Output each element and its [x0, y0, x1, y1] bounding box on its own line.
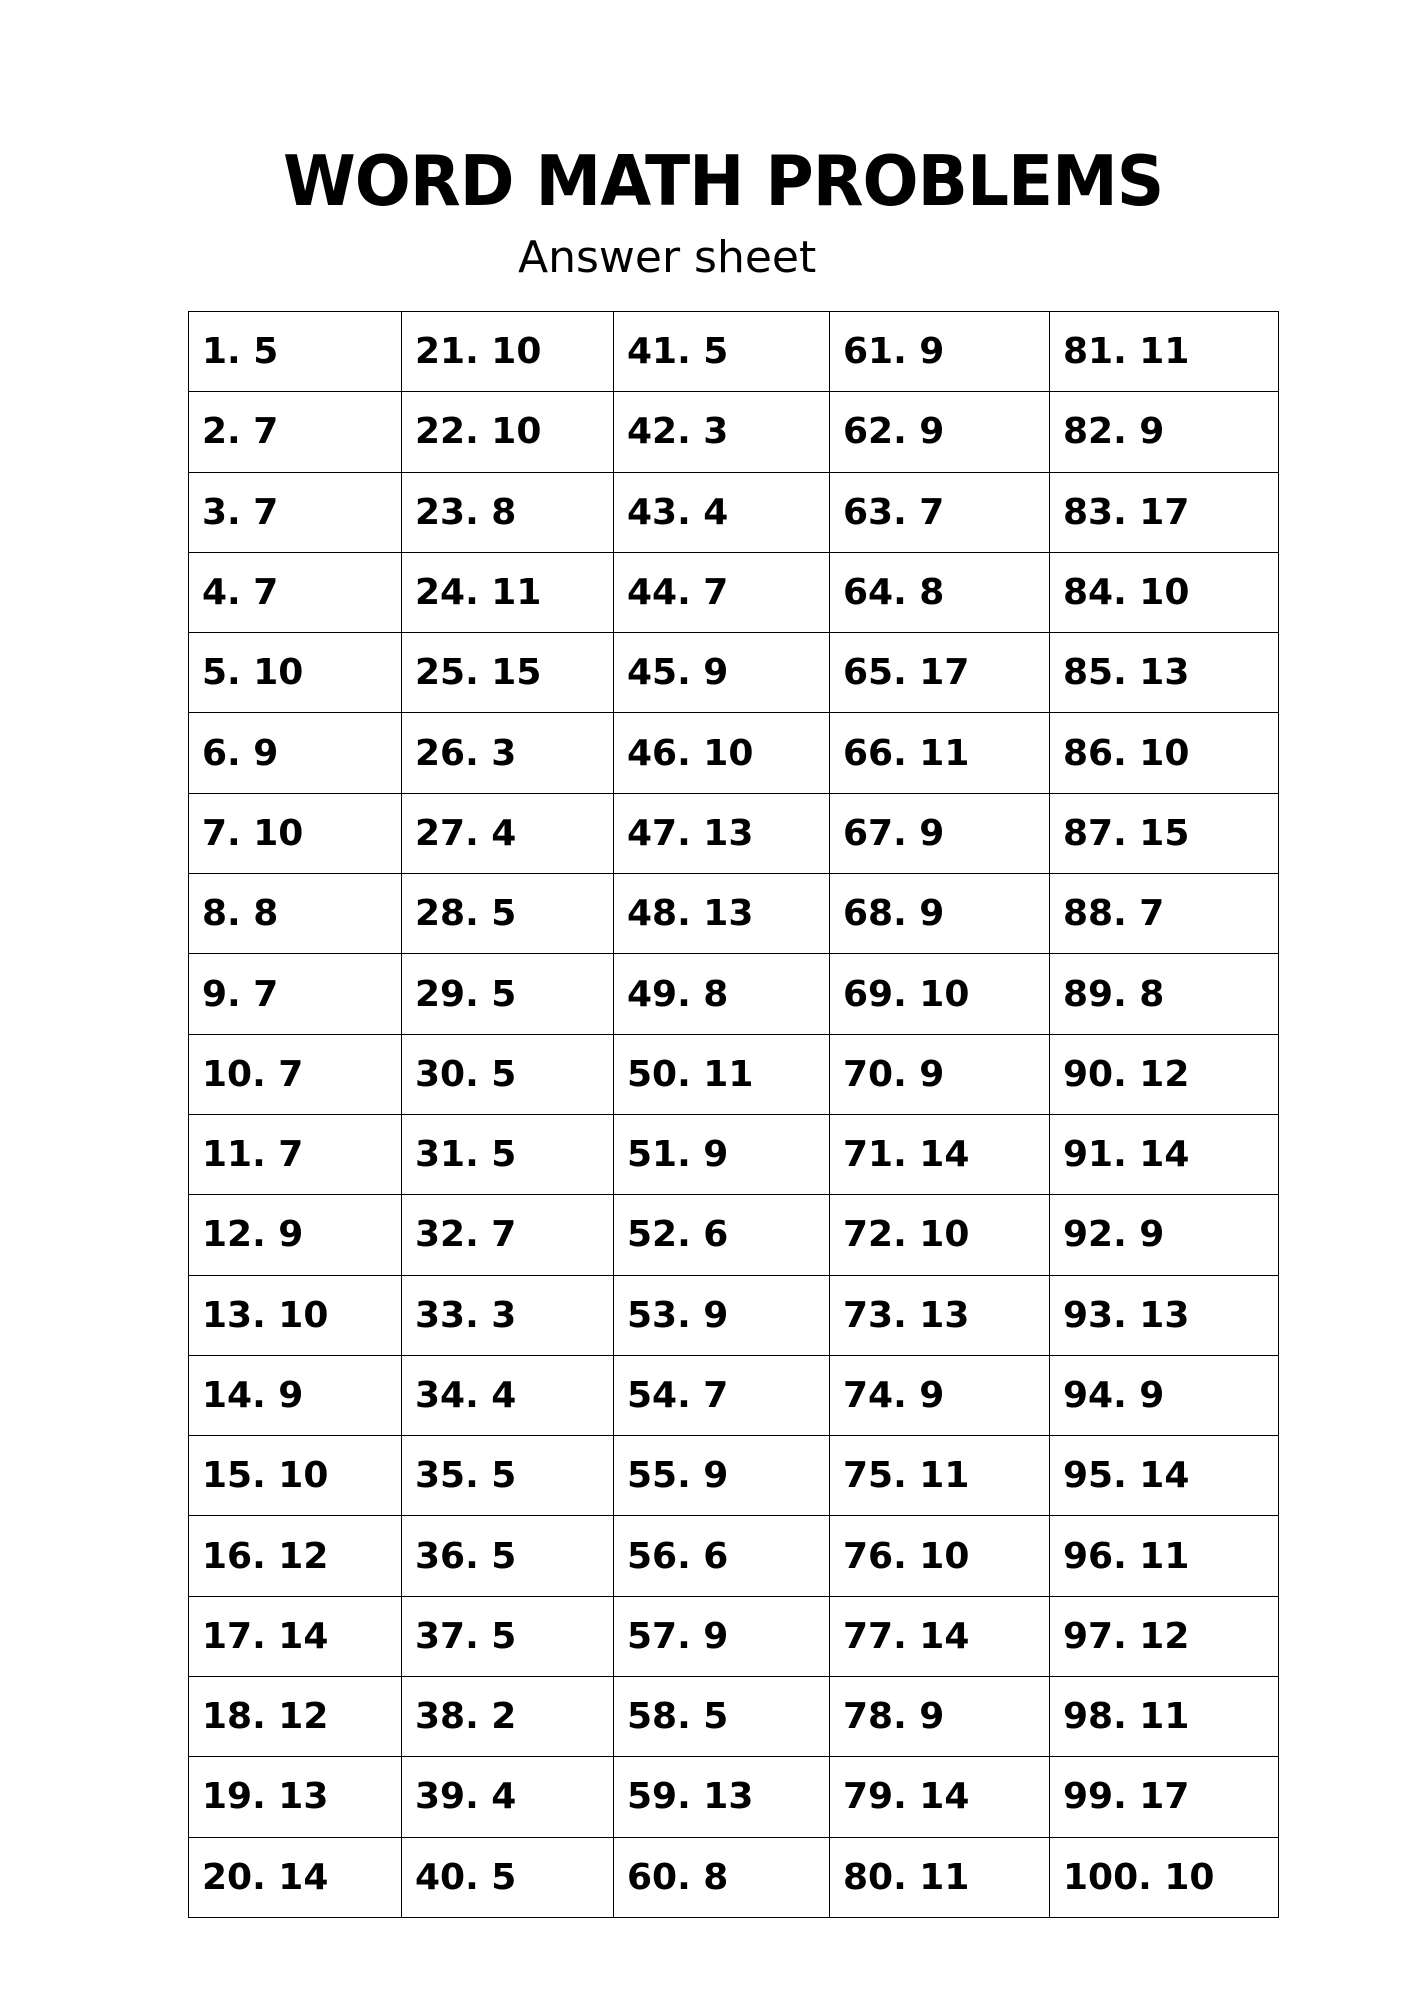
answer-cell: 2. 7 — [189, 392, 402, 472]
answer-cell: 91. 14 — [1050, 1114, 1279, 1194]
table-row — [189, 1436, 1279, 1516]
answer-cell: 82. 9 — [1050, 392, 1279, 472]
answer-cell: 84. 10 — [1050, 552, 1279, 632]
answer-cell: 100. 10 — [1050, 1837, 1279, 1917]
table-row — [189, 713, 1279, 793]
answer-cell: 6. 9 — [189, 713, 402, 793]
answer-cell: 89. 8 — [1050, 954, 1279, 1034]
answer-cell: 47. 13 — [614, 793, 830, 873]
answer-cell: 76. 10 — [830, 1516, 1050, 1596]
answer-cell: 66. 11 — [830, 713, 1050, 793]
answer-cell: 51. 9 — [614, 1114, 830, 1194]
answer-cell: 75. 11 — [830, 1436, 1050, 1516]
answer-cell: 45. 9 — [614, 633, 830, 713]
answer-cell: 81. 11 — [1050, 312, 1279, 392]
answer-cell: 68. 9 — [830, 874, 1050, 954]
answer-cell: 88. 7 — [1050, 874, 1279, 954]
answer-cell: 61. 9 — [830, 312, 1050, 392]
answer-cell: 27. 4 — [402, 793, 614, 873]
table-row — [189, 633, 1279, 713]
table-row — [189, 392, 1279, 472]
table-row — [189, 954, 1279, 1034]
answer-cell: 10. 7 — [189, 1034, 402, 1114]
table-row — [189, 1034, 1279, 1114]
answer-cell: 43. 4 — [614, 472, 830, 552]
answer-cell: 19. 13 — [189, 1757, 402, 1837]
answer-cell: 99. 17 — [1050, 1757, 1279, 1837]
answer-cell: 56. 6 — [614, 1516, 830, 1596]
answer-cell: 53. 9 — [614, 1275, 830, 1355]
answer-cell: 74. 9 — [830, 1355, 1050, 1435]
answer-cell: 98. 11 — [1050, 1677, 1279, 1757]
answer-table-body — [189, 312, 1279, 1918]
answer-cell: 31. 5 — [402, 1114, 614, 1194]
answer-cell: 12. 9 — [189, 1195, 402, 1275]
answer-cell: 4. 7 — [189, 552, 402, 632]
answer-cell: 97. 12 — [1050, 1596, 1279, 1676]
answer-cell: 69. 10 — [830, 954, 1050, 1034]
answer-cell: 49. 8 — [614, 954, 830, 1034]
answer-cell: 17. 14 — [189, 1596, 402, 1676]
answer-cell: 71. 14 — [830, 1114, 1050, 1194]
table-row — [189, 1757, 1279, 1837]
table-row — [189, 1275, 1279, 1355]
answer-cell: 86. 10 — [1050, 713, 1279, 793]
answer-cell: 32. 7 — [402, 1195, 614, 1275]
answer-cell: 79. 14 — [830, 1757, 1050, 1837]
answer-cell: 83. 17 — [1050, 472, 1279, 552]
answer-cell: 78. 9 — [830, 1677, 1050, 1757]
answer-cell: 59. 13 — [614, 1757, 830, 1837]
answer-cell: 25. 15 — [402, 633, 614, 713]
table-row — [189, 552, 1279, 632]
answer-cell: 96. 11 — [1050, 1516, 1279, 1596]
table-row — [189, 1596, 1279, 1676]
table-row — [189, 1355, 1279, 1435]
answer-cell: 73. 13 — [830, 1275, 1050, 1355]
answer-cell: 35. 5 — [402, 1436, 614, 1516]
answer-cell: 18. 12 — [189, 1677, 402, 1757]
answer-cell: 16. 12 — [189, 1516, 402, 1596]
answer-cell: 8. 8 — [189, 874, 402, 954]
answer-cell: 44. 7 — [614, 552, 830, 632]
answer-cell: 80. 11 — [830, 1837, 1050, 1917]
answer-cell: 26. 3 — [402, 713, 614, 793]
answer-cell: 28. 5 — [402, 874, 614, 954]
answer-cell: 22. 10 — [402, 392, 614, 472]
table-row — [189, 472, 1279, 552]
answer-cell: 33. 3 — [402, 1275, 614, 1355]
answer-cell: 57. 9 — [614, 1596, 830, 1676]
answer-cell: 72. 10 — [830, 1195, 1050, 1275]
table-row — [189, 793, 1279, 873]
answer-cell: 38. 2 — [402, 1677, 614, 1757]
answer-cell: 92. 9 — [1050, 1195, 1279, 1275]
answer-cell: 70. 9 — [830, 1034, 1050, 1114]
answer-cell: 11. 7 — [189, 1114, 402, 1194]
answer-cell: 64. 8 — [830, 552, 1050, 632]
answer-cell: 37. 5 — [402, 1596, 614, 1676]
answer-cell: 13. 10 — [189, 1275, 402, 1355]
answer-cell: 58. 5 — [614, 1677, 830, 1757]
answer-cell: 41. 5 — [614, 312, 830, 392]
answer-cell: 34. 4 — [402, 1355, 614, 1435]
answer-cell: 95. 14 — [1050, 1436, 1279, 1516]
answer-cell: 20. 14 — [189, 1837, 402, 1917]
answer-cell: 30. 5 — [402, 1034, 614, 1114]
answer-cell: 39. 4 — [402, 1757, 614, 1837]
answer-cell: 46. 10 — [614, 713, 830, 793]
answer-cell: 1. 5 — [189, 312, 402, 392]
page-title: WORD MATH PROBLEMS — [283, 141, 1164, 222]
answer-cell: 93. 13 — [1050, 1275, 1279, 1355]
answer-cell: 63. 7 — [830, 472, 1050, 552]
table-row — [189, 1516, 1279, 1596]
answer-cell: 3. 7 — [189, 472, 402, 552]
table-row — [189, 1677, 1279, 1757]
answer-cell: 87. 15 — [1050, 793, 1279, 873]
table-row — [189, 1114, 1279, 1194]
page-subtitle: Answer sheet — [518, 232, 817, 283]
table-row — [189, 1195, 1279, 1275]
answer-cell: 21. 10 — [402, 312, 614, 392]
table-row — [189, 1837, 1279, 1917]
table-row — [189, 312, 1279, 392]
answer-cell: 5. 10 — [189, 633, 402, 713]
answer-cell: 29. 5 — [402, 954, 614, 1034]
answer-cell: 50. 11 — [614, 1034, 830, 1114]
answer-cell: 65. 17 — [830, 633, 1050, 713]
answer-table — [188, 311, 1279, 1918]
answer-cell: 52. 6 — [614, 1195, 830, 1275]
table-row — [189, 874, 1279, 954]
answer-cell: 7. 10 — [189, 793, 402, 873]
answer-cell: 9. 7 — [189, 954, 402, 1034]
answer-cell: 14. 9 — [189, 1355, 402, 1435]
answer-cell: 77. 14 — [830, 1596, 1050, 1676]
answer-cell: 54. 7 — [614, 1355, 830, 1435]
answer-cell: 85. 13 — [1050, 633, 1279, 713]
answer-cell: 15. 10 — [189, 1436, 402, 1516]
answer-cell: 55. 9 — [614, 1436, 830, 1516]
answer-cell: 94. 9 — [1050, 1355, 1279, 1435]
answer-cell: 62. 9 — [830, 392, 1050, 472]
answer-cell: 48. 13 — [614, 874, 830, 954]
answer-cell: 40. 5 — [402, 1837, 614, 1917]
answer-cell: 24. 11 — [402, 552, 614, 632]
answer-cell: 23. 8 — [402, 472, 614, 552]
answer-cell: 67. 9 — [830, 793, 1050, 873]
answer-cell: 90. 12 — [1050, 1034, 1279, 1114]
answer-cell: 60. 8 — [614, 1837, 830, 1917]
answer-cell: 36. 5 — [402, 1516, 614, 1596]
answer-cell: 42. 3 — [614, 392, 830, 472]
